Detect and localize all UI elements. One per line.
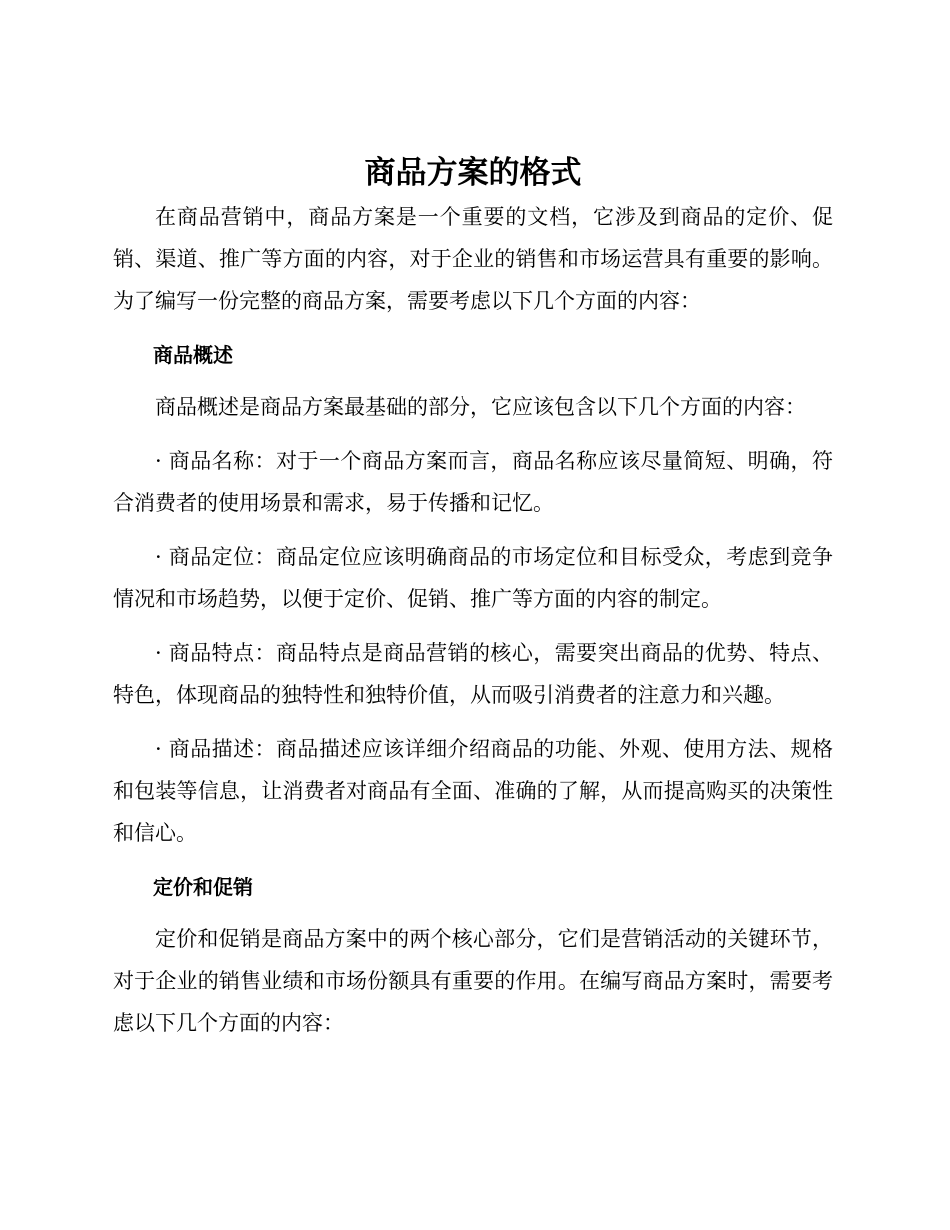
spacer bbox=[113, 376, 833, 386]
section-heading-pricing: 定价和促销 bbox=[153, 875, 253, 899]
spacer bbox=[113, 854, 833, 866]
document-title: 商品方案的格式 bbox=[364, 155, 582, 191]
spacer bbox=[113, 322, 833, 334]
bullet-item-name: · 商品名称：对于一个商品方案而言，商品名称应该尽量简短、明确，符合消费者的使用场景和需求，易于传播和记忆。 bbox=[113, 449, 833, 515]
intro-paragraph: 在商品营销中，商品方案是一个重要的文档，它涉及到商品的定价、促销、渠道、推广等方面的内容，对于企业的销售和市场运营具有重要的影响。为了编写一份完整的商品方案，需要考虑以下几个方面的内容： bbox=[113, 205, 833, 313]
spacer bbox=[113, 716, 833, 728]
overview-intro-paragraph: 商品概述是商品方案最基础的部分，它应该包含以下几个方面的内容： bbox=[155, 395, 806, 419]
document-page bbox=[113, 150, 833, 1044]
bullet-item-description: · 商品描述：商品描述应该详细介绍商品的功能、外观、使用方法、规格和包装等信息，让消费者对商品有全面、准确的了解，从而提高购买的决策性和信心。 bbox=[113, 737, 833, 845]
bullet-item-positioning: · 商品定位：商品定位应该明确商品的市场定位和目标受众，考虑到竞争情况和市场趋势，以便于定价、促销、推广等方面的内容的制定。 bbox=[113, 545, 833, 611]
spacer bbox=[113, 524, 833, 536]
section-heading-overview: 商品概述 bbox=[153, 343, 233, 367]
spacer bbox=[113, 428, 833, 440]
spacer bbox=[113, 908, 833, 918]
bullet-item-features: · 商品特点：商品特点是商品营销的核心，需要突出商品的优势、特点、特色，体现商品的独特性和独特价值，从而吸引消费者的注意力和兴趣。 bbox=[113, 641, 833, 707]
pricing-intro-paragraph: 定价和促销是商品方案中的两个核心部分，它们是营销活动的关键环节，对于企业的销售业绩和市场份额具有重要的作用。在编写商品方案时，需要考虑以下几个方面的内容： bbox=[113, 927, 833, 1035]
spacer bbox=[113, 620, 833, 632]
